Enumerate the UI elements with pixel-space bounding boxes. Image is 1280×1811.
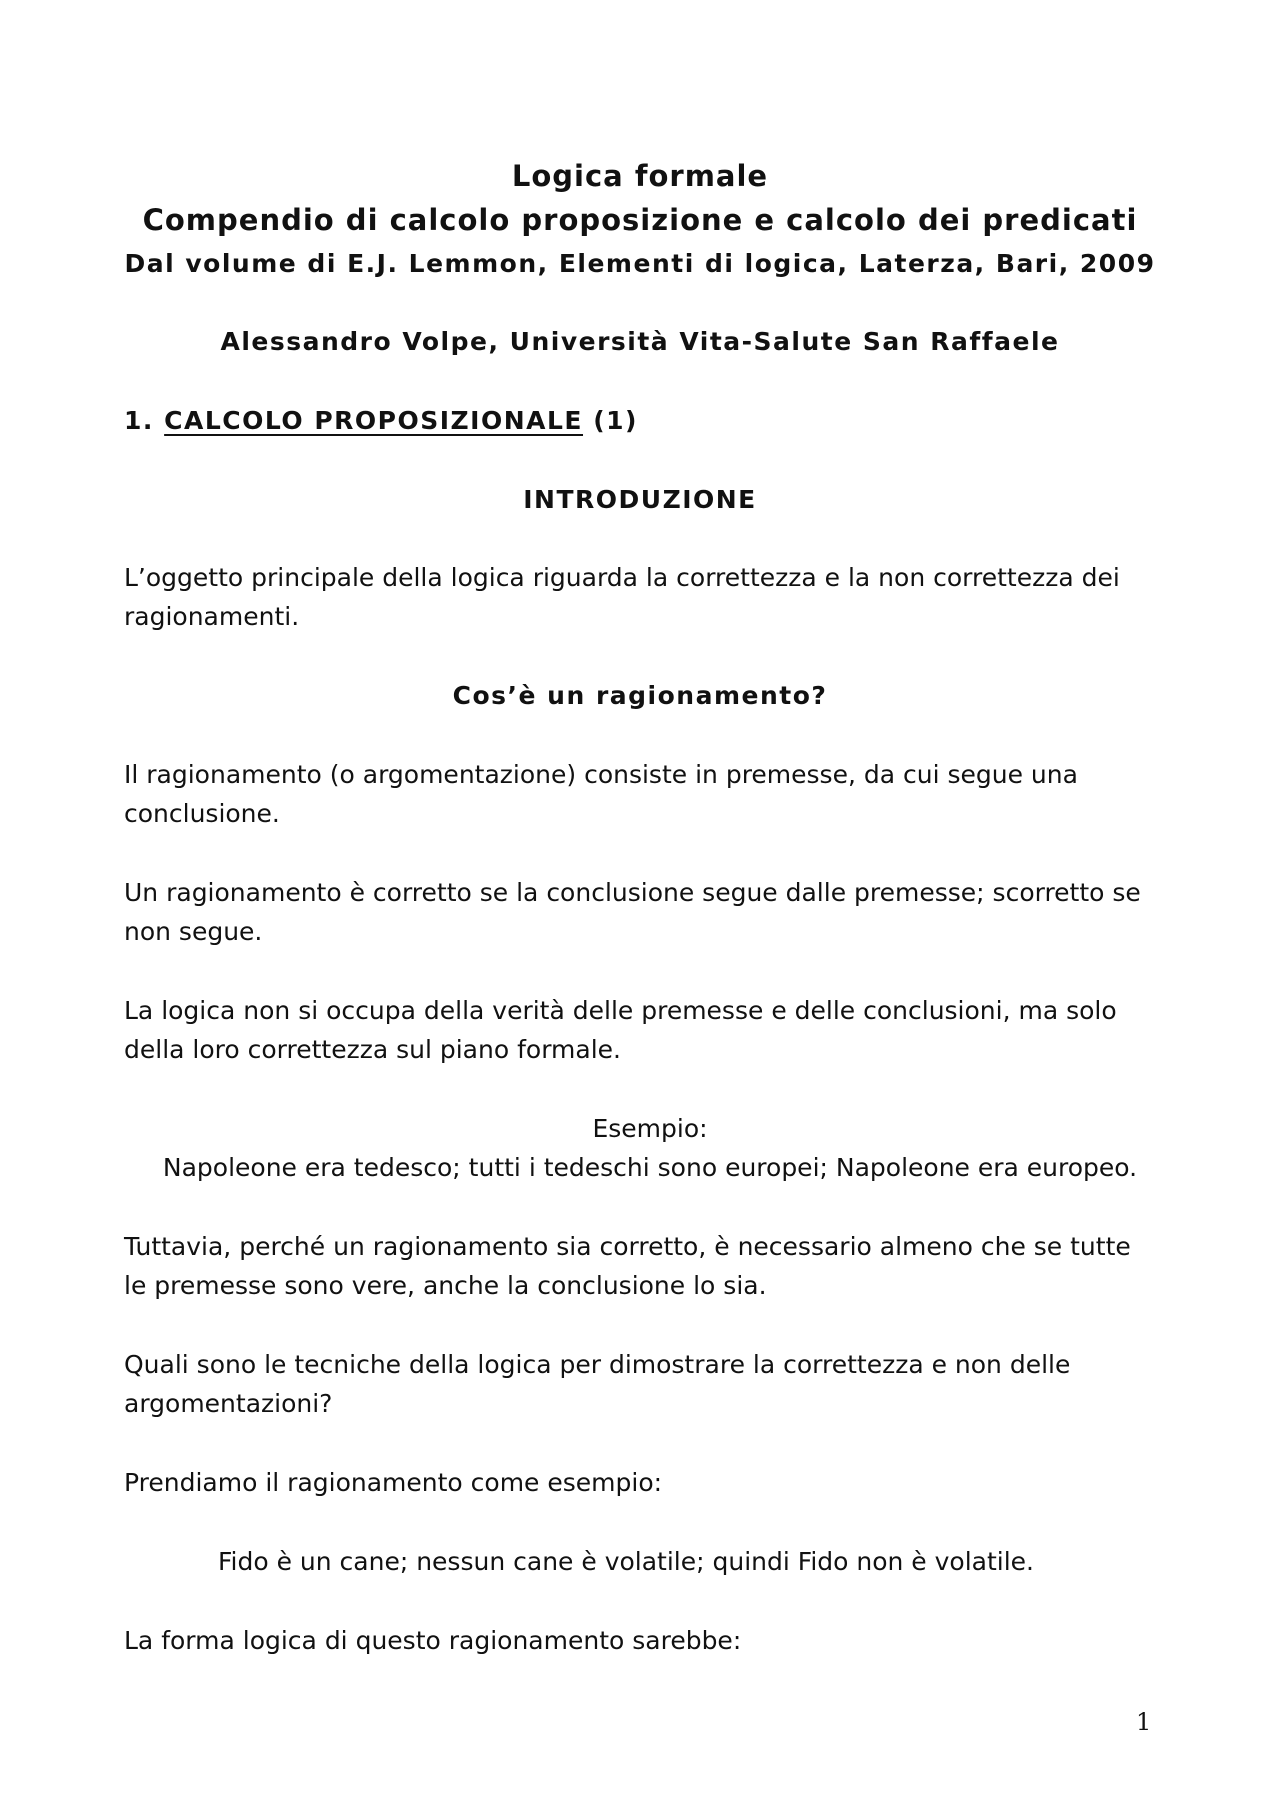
example-label: Esempio: [592, 1114, 708, 1143]
page-number: 1 [1136, 1708, 1152, 1736]
introduction-heading: INTRODUZIONE [523, 485, 757, 514]
paragraph-line: argomentazioni? [124, 1389, 333, 1418]
example-text: Napoleone era tedesco; tutti i tedeschi sono europei; Napoleone era europeo. [162, 1153, 1138, 1182]
section-title: CALCOLO PROPOSIZIONALE [164, 406, 584, 435]
paragraph-line: Un ragionamento è corretto se la conclusione segue dalle premesse; scorretto se [124, 878, 1141, 907]
paragraph-line: non segue. [124, 917, 263, 946]
paragraph-line: ragionamenti. [124, 602, 300, 631]
example-sentence: Fido è un cane; nessun cane è volatile; quindi Fido non è volatile. [217, 1547, 1035, 1576]
paragraph-line: della loro correttezza sul piano formale. [124, 1035, 621, 1064]
paragraph-line: Tuttavia, perché un ragionamento sia corretto, è necessario almeno che se tutte [124, 1232, 1131, 1261]
paragraph-line: le premesse sono vere, anche la conclusione lo sia. [124, 1271, 767, 1300]
paragraph-line: Quali sono le tecniche della logica per dimostrare la correttezza e non delle [124, 1350, 1071, 1379]
section-number: 1. [124, 406, 154, 435]
section-part: (1) [593, 406, 638, 435]
paragraph-line: conclusione. [124, 799, 280, 828]
author-line: Alessandro Volpe, Università Vita-Salute San Raffaele [220, 327, 1060, 356]
section-heading [124, 403, 638, 439]
paragraph-line: Prendiamo il ragionamento come esempio: [124, 1468, 663, 1497]
document-title: Logica formale [511, 159, 769, 193]
question-heading: Cos’è un ragionamento? [452, 681, 828, 710]
paragraph-line: La logica non si occupa della verità delle premesse e delle conclusioni, ma solo [124, 996, 1117, 1025]
paragraph-line: La forma logica di questo ragionamento sarebbe: [124, 1626, 742, 1655]
paragraph-line: L’oggetto principale della logica riguarda la correttezza e la non correttezza dei [124, 563, 1120, 592]
source-reference: Dal volume di E.J. Lemmon, Elementi di logica, Laterza, Bari, 2009 [124, 249, 1156, 278]
paragraph-line: Il ragionamento (o argomentazione) consiste in premesse, da cui segue una [124, 760, 1078, 789]
document-subtitle: Compendio di calcolo proposizione e calcolo dei predicati [142, 203, 1138, 237]
